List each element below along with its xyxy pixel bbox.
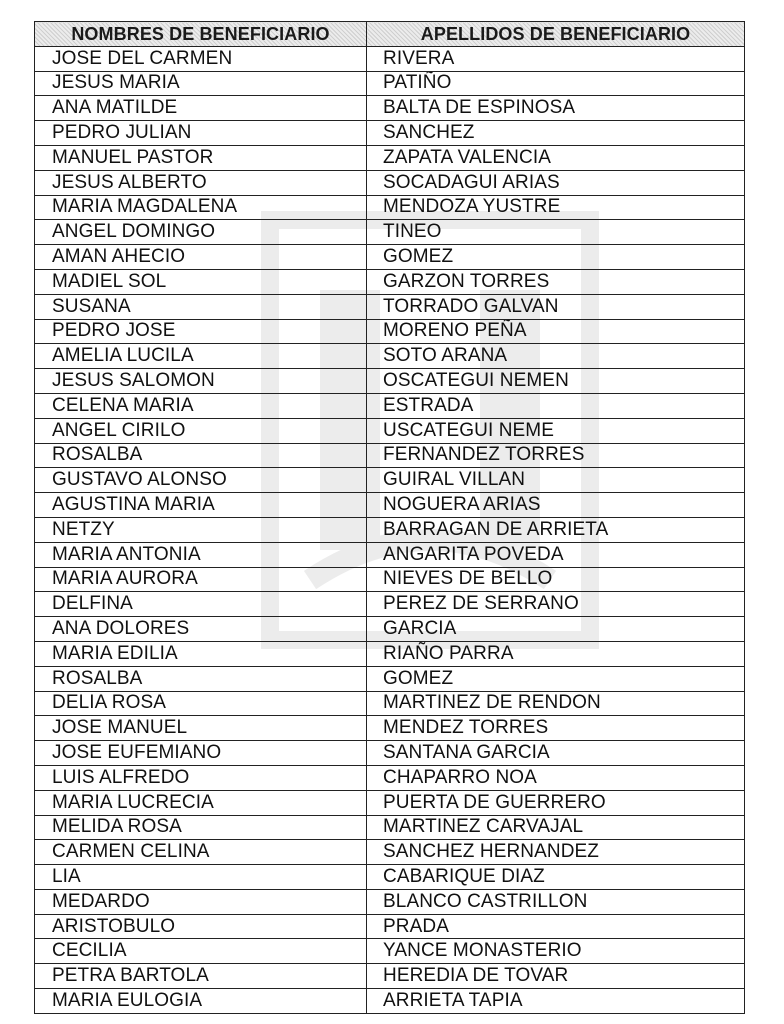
table-row xyxy=(35,914,745,939)
last-names-cell: OSCATEGUI NEMEN xyxy=(367,369,745,394)
first-names-cell: ROSALBA xyxy=(35,666,367,691)
table-row xyxy=(35,269,745,294)
last-names-cell: GOMEZ xyxy=(367,245,745,270)
table-row xyxy=(35,418,745,443)
first-names-cell: JOSE EUFEMIANO xyxy=(35,741,367,766)
first-names-cell: ARISTOBULO xyxy=(35,914,367,939)
first-names-cell: ANA DOLORES xyxy=(35,617,367,642)
table-row xyxy=(35,716,745,741)
table-row xyxy=(35,294,745,319)
first-names-cell: ANGEL CIRILO xyxy=(35,418,367,443)
first-names-cell: MELIDA ROSA xyxy=(35,815,367,840)
first-names-cell: PETRA BARTOLA xyxy=(35,964,367,989)
last-names-cell: CABARIQUE DIAZ xyxy=(367,865,745,890)
first-names-cell: GUSTAVO ALONSO xyxy=(35,468,367,493)
table-row xyxy=(35,666,745,691)
first-names-cell: SUSANA xyxy=(35,294,367,319)
table-row xyxy=(35,592,745,617)
first-names-cell: ROSALBA xyxy=(35,443,367,468)
first-names-cell: CELENA MARIA xyxy=(35,393,367,418)
table-row xyxy=(35,493,745,518)
first-names-cell: AMELIA LUCILA xyxy=(35,344,367,369)
last-names-cell: FERNANDEZ TORRES xyxy=(367,443,745,468)
first-names-cell: MARIA LUCRECIA xyxy=(35,790,367,815)
table-row xyxy=(35,517,745,542)
table-row xyxy=(35,889,745,914)
last-names-cell: BALTA DE ESPINOSA xyxy=(367,96,745,121)
first-names-cell: MARIA AURORA xyxy=(35,567,367,592)
last-names-cell: RIAÑO PARRA xyxy=(367,641,745,666)
first-names-cell: DELIA ROSA xyxy=(35,691,367,716)
last-names-cell: MENDOZA YUSTRE xyxy=(367,195,745,220)
last-names-cell: ZAPATA VALENCIA xyxy=(367,145,745,170)
last-names-cell: PUERTA DE GUERRERO xyxy=(367,790,745,815)
last-names-cell: SANCHEZ xyxy=(367,121,745,146)
table-row xyxy=(35,815,745,840)
last-names-cell: TORRADO GALVAN xyxy=(367,294,745,319)
table-row xyxy=(35,319,745,344)
first-names-cell: DELFINA xyxy=(35,592,367,617)
first-names-cell: CARMEN CELINA xyxy=(35,840,367,865)
last-names-cell: GARZON TORRES xyxy=(367,269,745,294)
first-names-cell: PEDRO JULIAN xyxy=(35,121,367,146)
last-names-cell: RIVERA xyxy=(367,46,745,71)
table-row xyxy=(35,195,745,220)
first-names-cell: MARIA EULOGIA xyxy=(35,989,367,1014)
table-row xyxy=(35,369,745,394)
last-names-cell: GUIRAL VILLAN xyxy=(367,468,745,493)
last-names-cell: MARTINEZ CARVAJAL xyxy=(367,815,745,840)
table-row xyxy=(35,617,745,642)
first-names-cell: MARIA ANTONIA xyxy=(35,542,367,567)
first-names-cell: ANA MATILDE xyxy=(35,96,367,121)
last-names-cell: BLANCO CASTRILLON xyxy=(367,889,745,914)
table-row xyxy=(35,641,745,666)
first-names-cell: MARIA EDILIA xyxy=(35,641,367,666)
table-row xyxy=(35,393,745,418)
first-names-cell: NETZY xyxy=(35,517,367,542)
table-row xyxy=(35,145,745,170)
first-names-cell: JESUS MARIA xyxy=(35,71,367,96)
last-names-cell: SOCADAGUI ARIAS xyxy=(367,170,745,195)
table-row xyxy=(35,46,745,71)
last-names-cell: NIEVES DE BELLO xyxy=(367,567,745,592)
last-names-cell: HEREDIA DE TOVAR xyxy=(367,964,745,989)
last-names-cell: MARTINEZ DE RENDON xyxy=(367,691,745,716)
table-row xyxy=(35,542,745,567)
table-body xyxy=(35,46,745,1013)
last-names-cell: PEREZ DE SERRANO xyxy=(367,592,745,617)
table-row xyxy=(35,840,745,865)
last-names-cell: ARRIETA TAPIA xyxy=(367,989,745,1014)
table-row xyxy=(35,567,745,592)
table-row xyxy=(35,765,745,790)
table-row xyxy=(35,170,745,195)
first-names-cell: CECILIA xyxy=(35,939,367,964)
first-names-cell: MANUEL PASTOR xyxy=(35,145,367,170)
first-names-cell: ANGEL DOMINGO xyxy=(35,220,367,245)
last-names-cell: GARCIA xyxy=(367,617,745,642)
table-row xyxy=(35,96,745,121)
last-names-cell: SOTO ARANA xyxy=(367,344,745,369)
first-names-cell: AGUSTINA MARIA xyxy=(35,493,367,518)
table-row xyxy=(35,121,745,146)
first-names-cell: MARIA MAGDALENA xyxy=(35,195,367,220)
beneficiaries-table xyxy=(34,21,745,1014)
last-names-cell: YANCE MONASTERIO xyxy=(367,939,745,964)
last-names-cell: MORENO PEÑA xyxy=(367,319,745,344)
table-row xyxy=(35,443,745,468)
first-names-cell: JOSE DEL CARMEN xyxy=(35,46,367,71)
header-last-names: APELLIDOS DE BENEFICIARIO xyxy=(367,22,745,47)
table-row xyxy=(35,691,745,716)
first-names-cell: MEDARDO xyxy=(35,889,367,914)
table-row xyxy=(35,245,745,270)
last-names-cell: SANTANA GARCIA xyxy=(367,741,745,766)
first-names-cell: MADIEL SOL xyxy=(35,269,367,294)
first-names-cell: JESUS SALOMON xyxy=(35,369,367,394)
table-row xyxy=(35,741,745,766)
first-names-cell: JOSE MANUEL xyxy=(35,716,367,741)
last-names-cell: CHAPARRO NOA xyxy=(367,765,745,790)
table-row xyxy=(35,939,745,964)
table-row xyxy=(35,344,745,369)
last-names-cell: TINEO xyxy=(367,220,745,245)
table-row xyxy=(35,71,745,96)
first-names-cell: LIA xyxy=(35,865,367,890)
first-names-cell: JESUS ALBERTO xyxy=(35,170,367,195)
last-names-cell: MENDEZ TORRES xyxy=(367,716,745,741)
table-row xyxy=(35,865,745,890)
table-row xyxy=(35,989,745,1014)
last-names-cell: USCATEGUI NEME xyxy=(367,418,745,443)
last-names-cell: BARRAGAN DE ARRIETA xyxy=(367,517,745,542)
table-row xyxy=(35,964,745,989)
table-row xyxy=(35,790,745,815)
table-row xyxy=(35,220,745,245)
last-names-cell: PATIÑO xyxy=(367,71,745,96)
first-names-cell: LUIS ALFREDO xyxy=(35,765,367,790)
last-names-cell: ESTRADA xyxy=(367,393,745,418)
last-names-cell: PRADA xyxy=(367,914,745,939)
table-header-row xyxy=(35,22,745,47)
header-first-names: NOMBRES DE BENEFICIARIO xyxy=(35,22,367,47)
last-names-cell: NOGUERA ARIAS xyxy=(367,493,745,518)
last-names-cell: SANCHEZ HERNANDEZ xyxy=(367,840,745,865)
last-names-cell: ANGARITA POVEDA xyxy=(367,542,745,567)
last-names-cell: GOMEZ xyxy=(367,666,745,691)
first-names-cell: PEDRO JOSE xyxy=(35,319,367,344)
table-row xyxy=(35,468,745,493)
first-names-cell: AMAN AHECIO xyxy=(35,245,367,270)
